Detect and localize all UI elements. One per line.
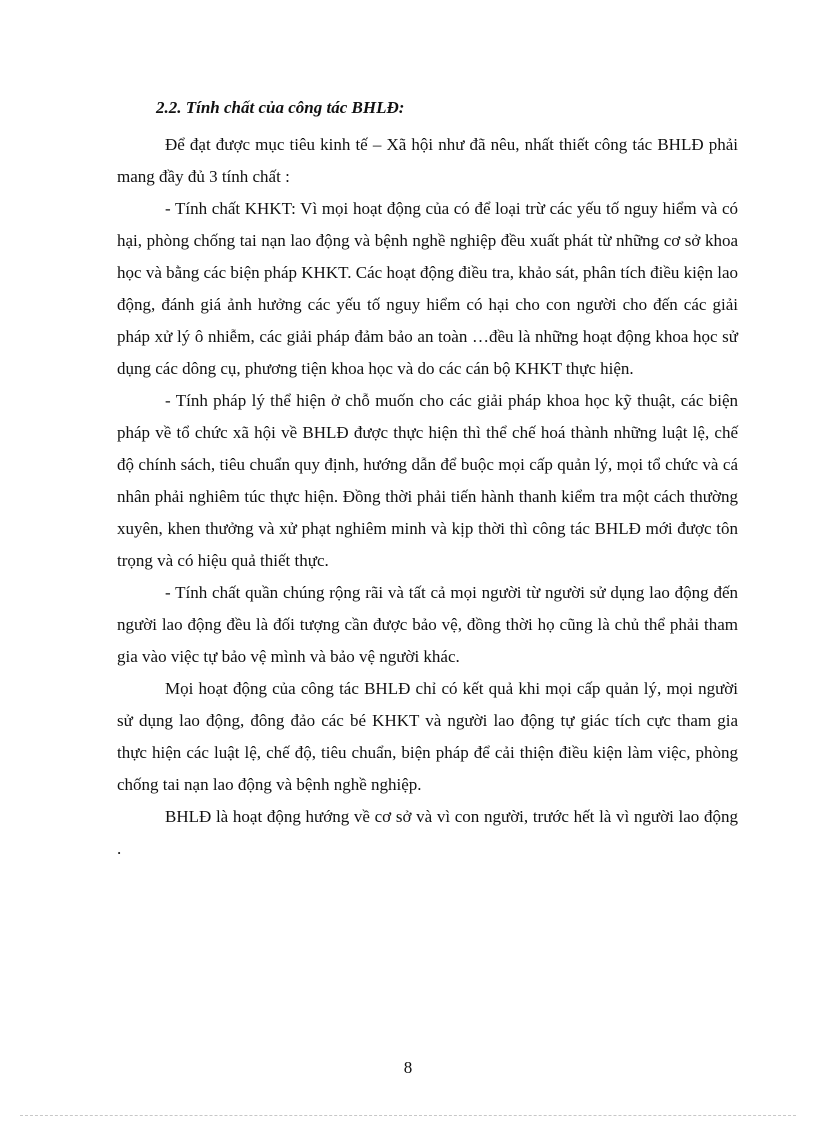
section-heading: 2.2. Tính chất của công tác BHLĐ:	[156, 98, 405, 117]
paragraph-conclusion: BHLĐ là hoạt động hướng về cơ sở và vì con người, trước hết là vì người lao động .	[117, 807, 738, 858]
body-text	[117, 129, 738, 865]
paragraph-hoat-dong: Mọi hoạt động của công tác BHLĐ chỉ có kết quả khi mọi cấp quản lý, mọi người sử dụng lao động, đông đảo các bé KHKT và người lao động tự giác tích cực tham gia thực hiện các luật lệ, chế độ, tiêu chuẩn, biện pháp để cải thiện điều kiện làm việc, phòng chống tai nạn lao động và bệnh nghề nghiệp.	[117, 679, 738, 794]
paragraph-phap-ly: - Tính pháp lý thể hiện ở chỗ muốn cho các giải pháp khoa học kỹ thuật, các biện pháp về tổ chức xã hội về BHLĐ được thực hiện thì thể chế hoá thành những luật lệ, chế độ chính sách, tiêu chuẩn quy định, hướng dẫn để buộc mọi cấp quản lý, mọi tổ chức và cá nhân phải nghiêm túc thực hiện. Đồng thời phải tiến hành thanh kiểm tra một cách thường xuyên, khen thưởng và xử phạt nghiêm minh và kịp thời thì công tác BHLĐ mới được tôn trọng và có hiệu quả thiết thực.	[117, 391, 738, 570]
paragraph-khkt: - Tính chất KHKT: Vì mọi hoạt động của có để loại trừ các yếu tố nguy hiểm và có hại, phòng chống tai nạn lao động và bệnh nghề nghiệp đều xuất phát từ những cơ sở khoa học và bằng các biện pháp KHKT. Các hoạt động điều tra, khảo sát, phân tích điều kiện lao động, đánh giá ảnh hưởng các yếu tố nguy hiểm có hại cho con người cho đến các giải pháp xử lý ô nhiễm, các giải pháp đảm bảo an toàn …đều là những hoạt động khoa học sử dụng các dông cụ, phương tiện khoa học và do các cán bộ KHKT thực hiện.	[117, 199, 738, 378]
page-bottom-divider	[20, 1115, 796, 1116]
paragraph-quan-chung: - Tính chất quần chúng rộng rãi và tất cả mọi người từ người sử dụng lao động đến người lao động đều là đối tượng cần được bảo vệ, đồng thời họ cũng là chủ thể phải tham gia vào việc tự bảo vệ mình và bảo vệ người khác.	[117, 583, 738, 666]
page-number: 8	[403, 1058, 413, 1077]
paragraph-intro: Để đạt được mục tiêu kinh tế – Xã hội như đã nêu, nhất thiết công tác BHLĐ phải mang đầy đủ 3 tính chất :	[117, 135, 738, 186]
